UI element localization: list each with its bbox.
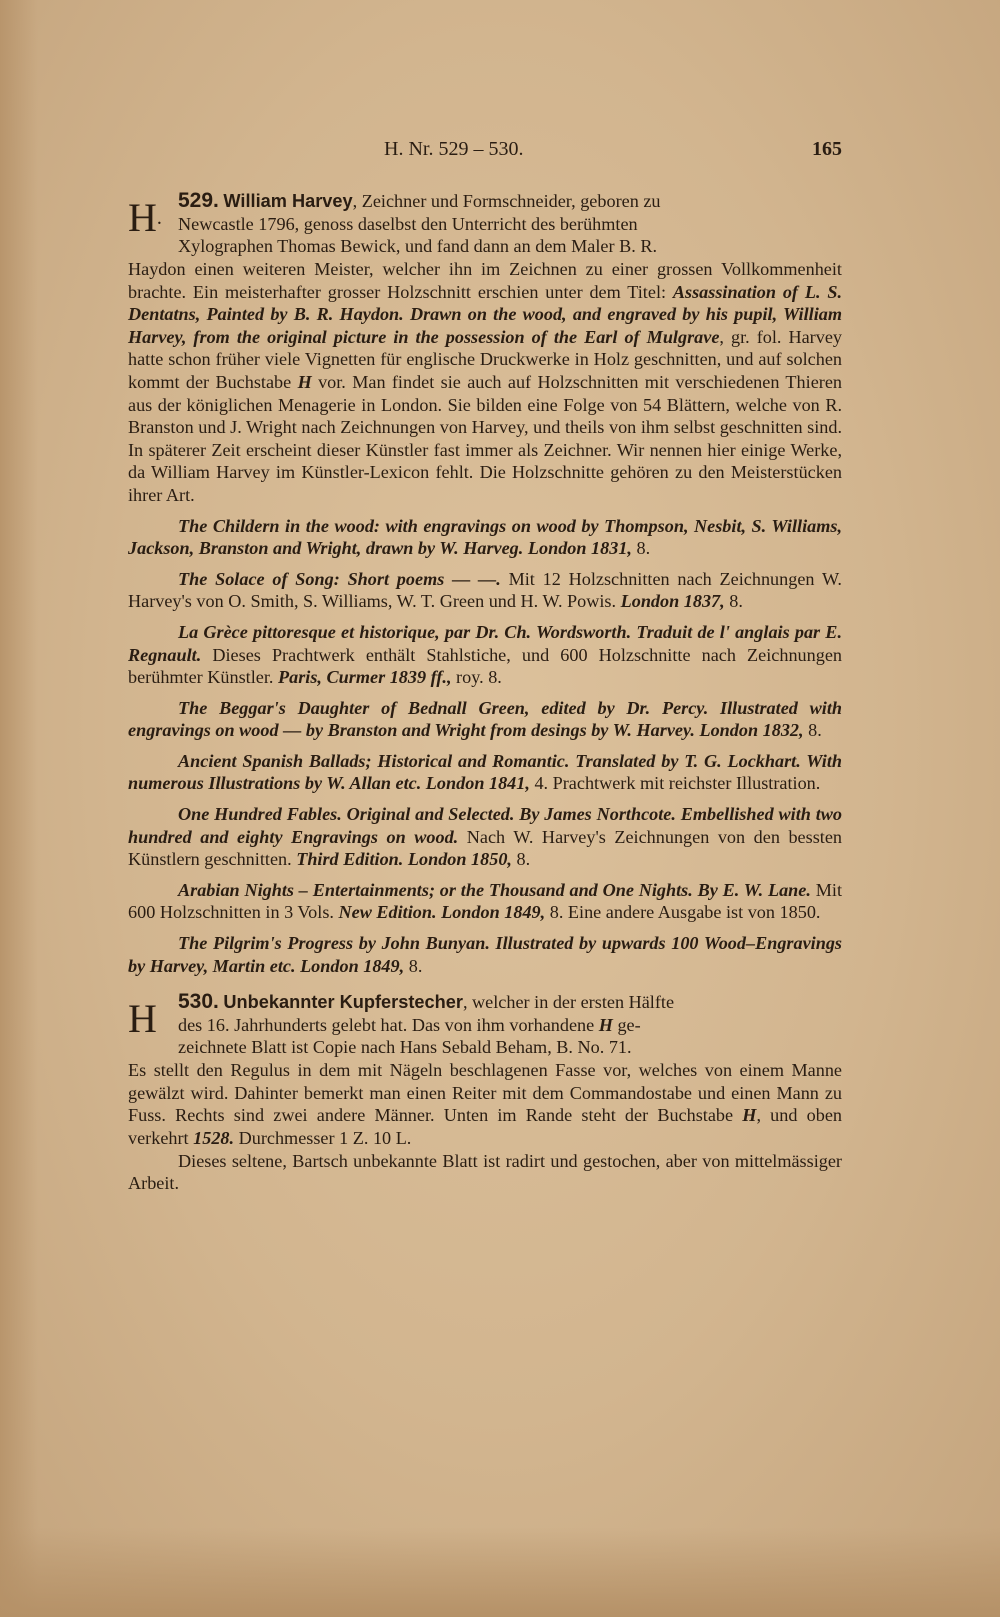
- page-body: [128, 190, 842, 1195]
- entry-number: 530.: [178, 990, 219, 1014]
- page-edge-shadow: [0, 0, 38, 1617]
- entry-530-head: 530. Unbekannter Kupferstecher, welcher in der ersten Hälfte des 16. Jahrhunderts gelebt hat. Das von ihm vorhandene H ge- zeichnete Blatt ist Copie nach Hans Sebald Beham, B. No. 71.: [178, 990, 675, 1058]
- header-title: H. Nr. 529 – 530.: [384, 138, 524, 160]
- running-header: [128, 138, 842, 164]
- book-entry: The Solace of Song: Short poems — —. Mit 12 Holzschnitten nach Zeichnungen W. Harvey's von O. Smith, S. Williams, W. T. Green und H. W. Powis. London 1837, 8.: [128, 568, 842, 612]
- page-bottom-shadow: [0, 1527, 1000, 1617]
- entry-530: [128, 991, 842, 1059]
- entry-529: [128, 190, 842, 258]
- book-entry: The Childern in the wood: with engravings on wood by Thompson, Nesbit, S. Williams, Jackson, Branston and Wright, drawn by W. Harveg. London 1831, 8.: [128, 515, 842, 559]
- book-entry: The Pilgrim's Progress by John Bunyan. Illustrated by upwards 100 Wood–Engravings by Harvey, Martin etc. London 1849, 8.: [128, 933, 842, 976]
- entry-529-head: 529. William Harvey, Zeichner und Formschneider, geboren zu Newcastle 1796, genoss daselbst den Unterricht des berühmten Xylographen Thomas Bewick, und fand dann an dem Maler B. R.: [178, 189, 661, 257]
- artist-name: Unbekannter Kupferstecher: [223, 992, 463, 1013]
- entry-529-body: Haydon einen weiteren Meister, welcher ihn im Zeichnen zu einer grossen Vollkommenheit brachte. Ein meisterhafter grosser Holzschnitt erschien unter dem Titel: Assassination of L. S. Dentatns, Painted by B. R. Haydon. Drawn on the wood, and engraved by his pupil, William Harvey, from the original picture in the possession of the Earl of Mulgrave, gr. fol. Harvey hatte schon früher viele Vignetten für englische Druckwerke in Holz geschnitten, und auf solchen kommt der Buchstabe H vor. Man findet sie auch auf Holzschnitten mit verschiedenen Thieren aus der königlichen Menagerie in London. Sie bilden eine Folge von 54 Blättern, welche von R. Branston und J. Wright nach Zeichnungen von Harvey, und theils von ihm selbst geschnitten sind. In späterer Zeit erscheint dieser Künstler fast immer als Zeichner. Wir nennen hier einige Werke, da William Harvey im Künstler-Lexicon fehlt. Die Holzschnitte gehören zu den Meisterstücken ihrer Art.: [128, 259, 842, 505]
- entry-530-body: Es stellt den Regulus in dem mit Nägeln beschlagenen Fasse vor, welches von einem Manne gewälzt wird. Dahinter bemerkt man einen Reiter mit dem Commandostabe und einen Mann zu Fuss. Rechts sind zwei andere Männer. Unten im Rande steht der Buchstabe H, und oben verkehrt 1528. Durchmesser 1 Z. 10 L.: [128, 1060, 843, 1148]
- entry-530-closing: Dieses seltene, Bartsch unbekannte Blatt ist radirt und gestochen, aber von mittelmässiger Arbeit.: [128, 1150, 842, 1194]
- entry-number: 529.: [178, 189, 219, 212]
- page-number: 165: [812, 138, 842, 160]
- book-entry: The Beggar's Daughter of Bednall Green, edited by Dr. Percy. Illustrated with engravings on wood — by Branston and Wright from desings by W. Harvey. London 1832, 8.: [128, 697, 842, 741]
- artwork-title: Assassination of L. S. Dentatns, Painted by B. R. Haydon. Drawn on the wood, and engraved by his pupil, William Harvey, from the original picture in the possession of the Earl of Mulgrave: [128, 281, 842, 347]
- book-entry: One Hundred Fables. Original and Selected. By James Northcote. Embellished with two hundred and eighty Engravings on wood. Nach W. Harvey's Zeichnungen von den bessten Künstlern geschnitten. Third Edition. London 1850, 8.: [128, 804, 842, 870]
- book-entry: La Grèce pittoresque et historique, par Dr. Ch. Wordsworth. Traduit de l' anglais par E. Regnault. Dieses Prachtwerk enthält Stahlstiche, und 600 Holzschnitte nach Zeichnungen berühmter Künstler. Paris, Curmer 1839 ff., roy. 8.: [128, 621, 842, 688]
- artist-name: William Harvey: [223, 191, 353, 211]
- monogram-mark: H.: [128, 195, 162, 240]
- monogram-mark: H: [128, 996, 157, 1042]
- book-entry: Ancient Spanish Ballads; Historical and Romantic. Translated by T. G. Lockhart. With numerous Illustrations by W. Allan etc. London 1841, 4. Prachtwerk mit reichster Illustration.: [128, 750, 842, 794]
- book-entry: Arabian Nights – Entertainments; or the Thousand and One Nights. By E. W. Lane. Mit 600 Holzschnitten in 3 Vols. New Edition. London 1849, 8. Eine andere Ausgabe ist von 1850.: [128, 879, 842, 923]
